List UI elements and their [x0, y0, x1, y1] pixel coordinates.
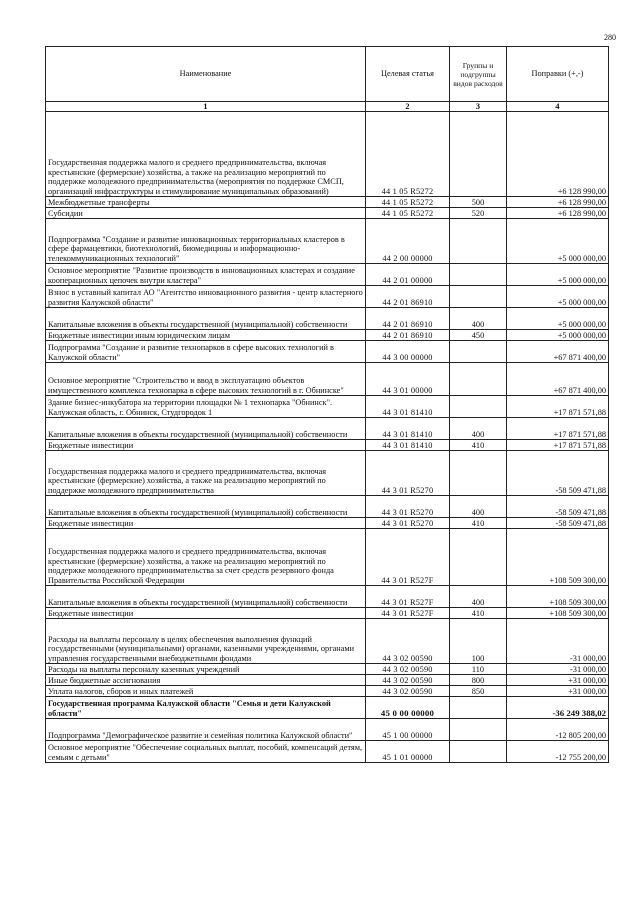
row-name: Здание бизнес-инкубатора на территории площадки № 1 технопарка "Обнинск". Калужская область, г. Обнинск, Студгородок 1 — [46, 396, 366, 418]
header-target-article: Целевая статья — [366, 47, 450, 102]
row-amendment: -12 755 200,00 — [507, 741, 609, 763]
row-expense-type — [450, 451, 507, 496]
table-row — [46, 529, 609, 586]
column-number: 2 — [366, 102, 450, 112]
row-target-article: 44 1 05 R5272 — [366, 208, 450, 219]
row-target-article: 44 3 00 00000 — [366, 341, 450, 363]
row-amendment: +6 128 990,00 — [507, 112, 609, 197]
table-row — [46, 741, 609, 763]
row-amendment: +5 000 000,00 — [507, 330, 609, 341]
row-amendment: -31 000,00 — [507, 619, 609, 664]
row-expense-type — [450, 529, 507, 586]
row-expense-type: 500 — [450, 197, 507, 208]
row-amendment: +67 871 400,00 — [507, 363, 609, 396]
row-target-article: 45 1 01 00000 — [366, 741, 450, 763]
row-name: Расходы на выплаты персоналу в целях обеспечения выполнения функций государственными (муниципальными) органами, казенными учреждениями, органами управления государственными внебюджетными фондами — [46, 619, 366, 664]
row-name: Государственная поддержка малого и среднего предпринимательства, включая крестьянские (фермерские) хозяйства, а также на реализацию мероприятий по поддержке молодежного предпринимательства за счет средств резервного фонда Правительства Российской Федерации — [46, 529, 366, 586]
row-amendment: +5 000 000,00 — [507, 219, 609, 264]
row-amendment: -36 249 388,02 — [507, 697, 609, 719]
row-name: Капитальные вложения в объекты государственной (муниципальной) собственности — [46, 308, 366, 330]
row-name: Бюджетные инвестиции — [46, 518, 366, 529]
table-row — [46, 208, 609, 219]
row-target-article: 44 3 01 R527F — [366, 586, 450, 608]
header-row — [46, 47, 609, 102]
table-row — [46, 330, 609, 341]
table-row — [46, 675, 609, 686]
row-name: Субсидии — [46, 208, 366, 219]
row-expense-type: 400 — [450, 418, 507, 440]
row-target-article: 44 1 05 R5272 — [366, 197, 450, 208]
row-expense-type — [450, 112, 507, 197]
row-expense-type: 110 — [450, 664, 507, 675]
row-target-article: 45 0 00 00000 — [366, 697, 450, 719]
table-row — [46, 697, 609, 719]
row-amendment: +17 871 571,88 — [507, 418, 609, 440]
column-number-row — [46, 102, 609, 112]
row-name: Подпрограмма "Создание и развитие технопарков в сфере высоких технологий в Калужской области" — [46, 341, 366, 363]
row-name: Капитальные вложения в объекты государственной (муниципальной) собственности — [46, 496, 366, 518]
table-row — [46, 363, 609, 396]
table-row — [46, 518, 609, 529]
row-expense-type — [450, 719, 507, 741]
row-name: Расходы на выплаты персоналу казенных учреждений — [46, 664, 366, 675]
row-target-article: 44 3 01 81410 — [366, 440, 450, 451]
row-target-article: 44 3 02 00590 — [366, 686, 450, 697]
row-expense-type — [450, 219, 507, 264]
row-target-article: 44 2 01 86910 — [366, 330, 450, 341]
row-amendment: -31 000,00 — [507, 664, 609, 675]
row-expense-type: 400 — [450, 308, 507, 330]
row-amendment: -58 509 471,88 — [507, 518, 609, 529]
column-number: 4 — [507, 102, 609, 112]
row-amendment: -58 509 471,88 — [507, 451, 609, 496]
row-target-article: 44 2 01 00000 — [366, 264, 450, 286]
row-expense-type — [450, 697, 507, 719]
row-target-article: 45 1 00 00000 — [366, 719, 450, 741]
table-row — [46, 451, 609, 496]
header-name: Наименование — [46, 47, 366, 102]
row-amendment: +108 509 300,00 — [507, 586, 609, 608]
table-row — [46, 264, 609, 286]
row-target-article: 44 3 01 00000 — [366, 363, 450, 396]
row-amendment: +6 128 990,00 — [507, 208, 609, 219]
row-target-article: 44 3 01 R5270 — [366, 496, 450, 518]
row-amendment: +67 871 400,00 — [507, 341, 609, 363]
row-expense-type: 450 — [450, 330, 507, 341]
table-body — [46, 112, 609, 763]
row-expense-type: 410 — [450, 518, 507, 529]
row-name: Основное мероприятие "Развитие производств в инновационных кластерах и создание кооперационных цепочек внутри кластера" — [46, 264, 366, 286]
row-expense-type: 400 — [450, 496, 507, 518]
row-amendment: +6 128 990,00 — [507, 197, 609, 208]
row-name: Основное мероприятие "Обеспечение социальных выплат, пособий, компенсаций детям, семьям с детьми" — [46, 741, 366, 763]
row-expense-type: 520 — [450, 208, 507, 219]
table-row — [46, 586, 609, 608]
row-target-article: 44 3 01 81410 — [366, 396, 450, 418]
row-expense-type: 410 — [450, 608, 507, 619]
row-amendment: +31 000,00 — [507, 686, 609, 697]
table-row — [46, 719, 609, 741]
table-row — [46, 308, 609, 330]
table-row — [46, 341, 609, 363]
row-target-article: 44 2 01 86910 — [366, 286, 450, 308]
row-name: Капитальные вложения в объекты государственной (муниципальной) собственности — [46, 586, 366, 608]
table-row — [46, 664, 609, 675]
row-amendment: -12 805 200,00 — [507, 719, 609, 741]
header-expense-group: Группы и подгруппы видов расходов — [450, 47, 507, 102]
row-target-article: 44 3 02 00590 — [366, 664, 450, 675]
table-row — [46, 286, 609, 308]
row-target-article: 44 2 00 00000 — [366, 219, 450, 264]
row-amendment: +108 509 300,00 — [507, 529, 609, 586]
row-name: Уплата налогов, сборов и иных платежей — [46, 686, 366, 697]
row-amendment: -58 509 471,88 — [507, 496, 609, 518]
row-expense-type: 800 — [450, 675, 507, 686]
row-name: Государственная программа Калужской области "Семья и дети Калужской области" — [46, 697, 366, 719]
row-name: Основное мероприятие "Строительство и ввод в эксплуатацию объектов имущественного комплекса технопарка в сфере высоких технологий в г. Обнинске" — [46, 363, 366, 396]
row-name: Межбюджетные трансферты — [46, 197, 366, 208]
row-target-article: 44 3 01 81410 — [366, 418, 450, 440]
table-row — [46, 418, 609, 440]
row-target-article: 44 3 01 R5270 — [366, 518, 450, 529]
table-row — [46, 496, 609, 518]
row-name: Подпрограмма "Создание и развитие инновационных территориальных кластеров в сфере фармацевтики, биотехнологий, биомедицины и информационно-телекоммуникационных технологий" — [46, 219, 366, 264]
budget-table — [45, 46, 609, 763]
table-row — [46, 396, 609, 418]
row-amendment: +17 871 571,88 — [507, 396, 609, 418]
row-name: Государственная поддержка малого и среднего предпринимательства, включая крестьянские (фермерские) хозяйства, а также на реализацию мероприятий по поддержке молодежного предпринимательства (мероприятия по поддержке СМСП, организаций инфраструктуры и стимулирование муниципальных образований) — [46, 112, 366, 197]
row-name: Государственная поддержка малого и среднего предпринимательства, включая крестьянские (фермерские) хозяйства, а также на реализацию мероприятий по поддержке молодежного предпринимательства — [46, 451, 366, 496]
row-expense-type: 410 — [450, 440, 507, 451]
row-expense-type — [450, 341, 507, 363]
row-amendment: +31 000,00 — [507, 675, 609, 686]
table-row — [46, 608, 609, 619]
table-row — [46, 619, 609, 664]
table-row — [46, 440, 609, 451]
row-name: Капитальные вложения в объекты государственной (муниципальной) собственности — [46, 418, 366, 440]
row-name: Подпрограмма "Демографическое развитие и семейная политика Калужской области" — [46, 719, 366, 741]
row-target-article: 44 3 02 00590 — [366, 619, 450, 664]
column-number: 3 — [450, 102, 507, 112]
table-row — [46, 112, 609, 197]
row-target-article: 44 3 01 R527F — [366, 608, 450, 619]
row-amendment: +5 000 000,00 — [507, 286, 609, 308]
row-expense-type — [450, 264, 507, 286]
row-expense-type: 400 — [450, 586, 507, 608]
row-target-article: 44 3 02 00590 — [366, 675, 450, 686]
table-row — [46, 219, 609, 264]
table-row — [46, 686, 609, 697]
row-expense-type: 850 — [450, 686, 507, 697]
row-target-article: 44 1 05 R5272 — [366, 112, 450, 197]
row-name: Бюджетные инвестиции иным юридическим лицам — [46, 330, 366, 341]
row-target-article: 44 3 01 R5270 — [366, 451, 450, 496]
row-amendment: +108 509 300,00 — [507, 608, 609, 619]
page-number: 280 — [604, 33, 616, 42]
row-amendment: +5 000 000,00 — [507, 308, 609, 330]
row-expense-type — [450, 396, 507, 418]
row-amendment: +17 871 571,88 — [507, 440, 609, 451]
header-amendments: Поправки (+,-) — [507, 47, 609, 102]
row-expense-type — [450, 286, 507, 308]
row-target-article: 44 2 01 86910 — [366, 308, 450, 330]
row-name: Иные бюджетные ассигнования — [46, 675, 366, 686]
row-expense-type — [450, 363, 507, 396]
row-expense-type — [450, 741, 507, 763]
table-row — [46, 197, 609, 208]
row-name: Бюджетные инвестиции — [46, 440, 366, 451]
row-target-article: 44 3 01 R527F — [366, 529, 450, 586]
column-number: 1 — [46, 102, 366, 112]
row-expense-type: 100 — [450, 619, 507, 664]
row-name: Взнос в уставный капитал АО "Агентство инновационного развития - центр кластерного развития Калужской области" — [46, 286, 366, 308]
row-amendment: +5 000 000,00 — [507, 264, 609, 286]
row-name: Бюджетные инвестиции — [46, 608, 366, 619]
